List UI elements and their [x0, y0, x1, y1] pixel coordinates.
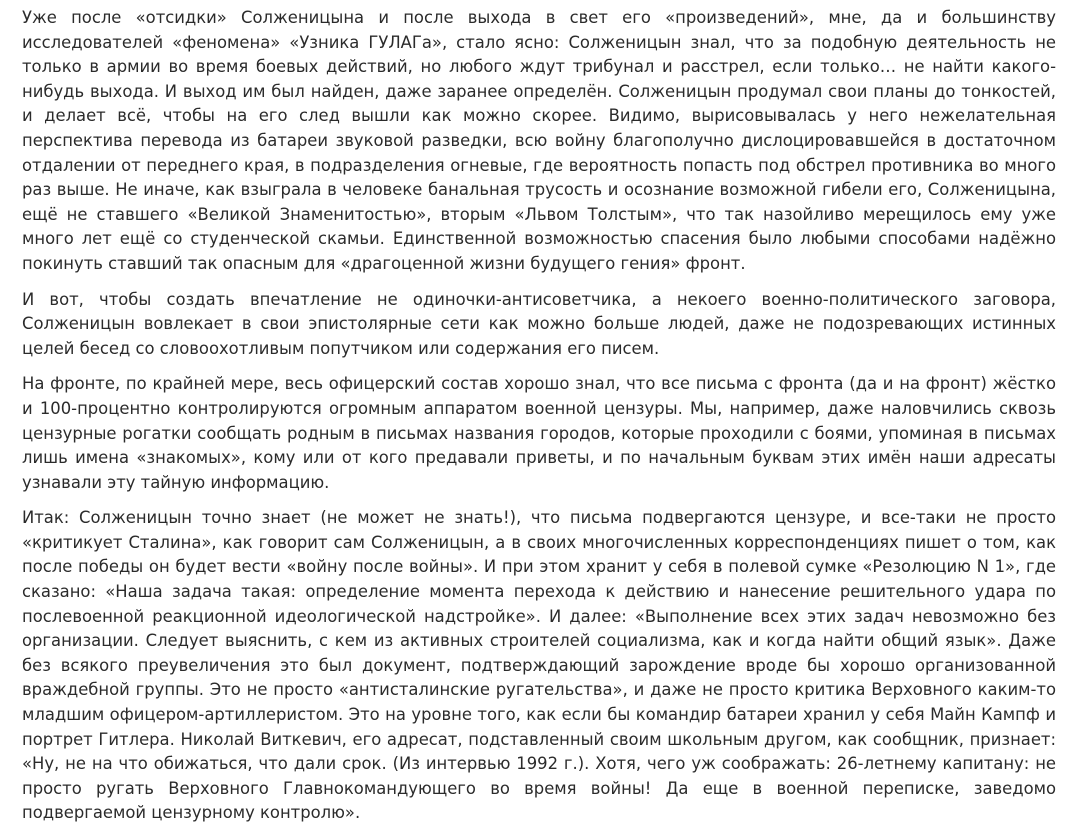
- paragraph-2: И вот, чтобы создать впечатление не одиночки-антисоветчика, а некоего военно-политического заговора, Солженицын вовлекает в свои эпистолярные сети как можно больше людей, даже не подозревающих истинных целей бесед со словоохотливым попутчиком или содержания его писем.: [22, 289, 1056, 358]
- paragraph-1: Уже после «отсидки» Солженицына и после выхода в свет его «произведений», мне, да и большинству исследователей «феномена» «Узника ГУЛАГа», стало ясно: Солженицын знал, что за подобную деятельность не только в армии во время боевых действий, но любого ждут трибунал и расстрел, если только… не найти какого-нибудь выхода. И выход им был найден, даже заранее определён. Солженицын продумал свои планы до тонкостей, и делает всё, чтобы на его след вышли как можно скорее. Видимо, вырисовывалась у него нежелательная перспектива перевода из батареи звуковой разведки, всю войну благополучно дислоцировавшейся в достаточном отдалении от переднего края, в подразделения огневые, где вероятность попасть под обстрел противника во много раз выше. Не иначе, как взыграла в человеке банальная трусость и осознание возможной гибели его, Солженицына, ещё не ставшего «Великой Знаменитостью», вторым «Львом Толстым», что так назойливо мерещилось ему уже много лет ещё со студенческой скамьи. Единственной возможностью спасения было любыми способами надёжно покинуть ставший так опасным для «драгоценной жизни будущего гения» фронт.: [22, 8, 1056, 273]
- paragraph-4: Итак: Солженицын точно знает (не может не знать!), что письма подвергаются цензуре, и все-таки не просто «критикует Сталина», как говорит сам Солженицын, а в своих многочисленных корреспонденциях пишет о том, как после победы он будет вести «войну после войны». И при этом хранит у себя в полевой сумке «Резолюцию N 1», где сказано: «Наша задача такая: определение момента перехода к действию и нанесение решительного удара по послевоенной реакционной идеологической надстройке». И далее: «Выполнение всех этих задач невозможно без организации. Следует выяснить, с кем из активных строителей социализма, как и когда найти общий язык». Даже без всякого преувеличения это был документ, подтверждающий зарождение вроде бы хорошо организованной враждебной группы. Это не просто «антисталинские ругательства», и даже не просто критика Верховного каким-то младшим офицером-артиллеристом. Это на уровне того, как если бы командир батареи хранил у себя Майн Кампф и портрет Гитлера. Николай Виткевич, его адресат, подставленный своим школьным другом, как сообщник, признает: «Ну, не на что обижаться, что дали срок. (Из интервью 1992 г.). Хотя, чего уж соображать: 26-летнему капитану: не просто ругать Верховного Главнокомандующего во время войны! Да еще в военной переписке, заведомо подвергаемой цензурному контролю».: [22, 508, 1056, 823]
- paragraph-3: На фронте, по крайней мере, весь офицерский состав хорошо знал, что все письма с фронта (да и на фронт) жёстко и 100-процентно контролируются огромным аппаратом военной цензуры. Мы, например, даже наловчились сквозь цензурные рогатки сообщать родным в письмах названия городов, которые проходили с боями, упоминая в письмах лишь имена «знакомых», кому или от кого предавали приветы, и по начальным буквам этих имён наши адресаты узнавали эту тайную информацию.: [22, 374, 1056, 492]
